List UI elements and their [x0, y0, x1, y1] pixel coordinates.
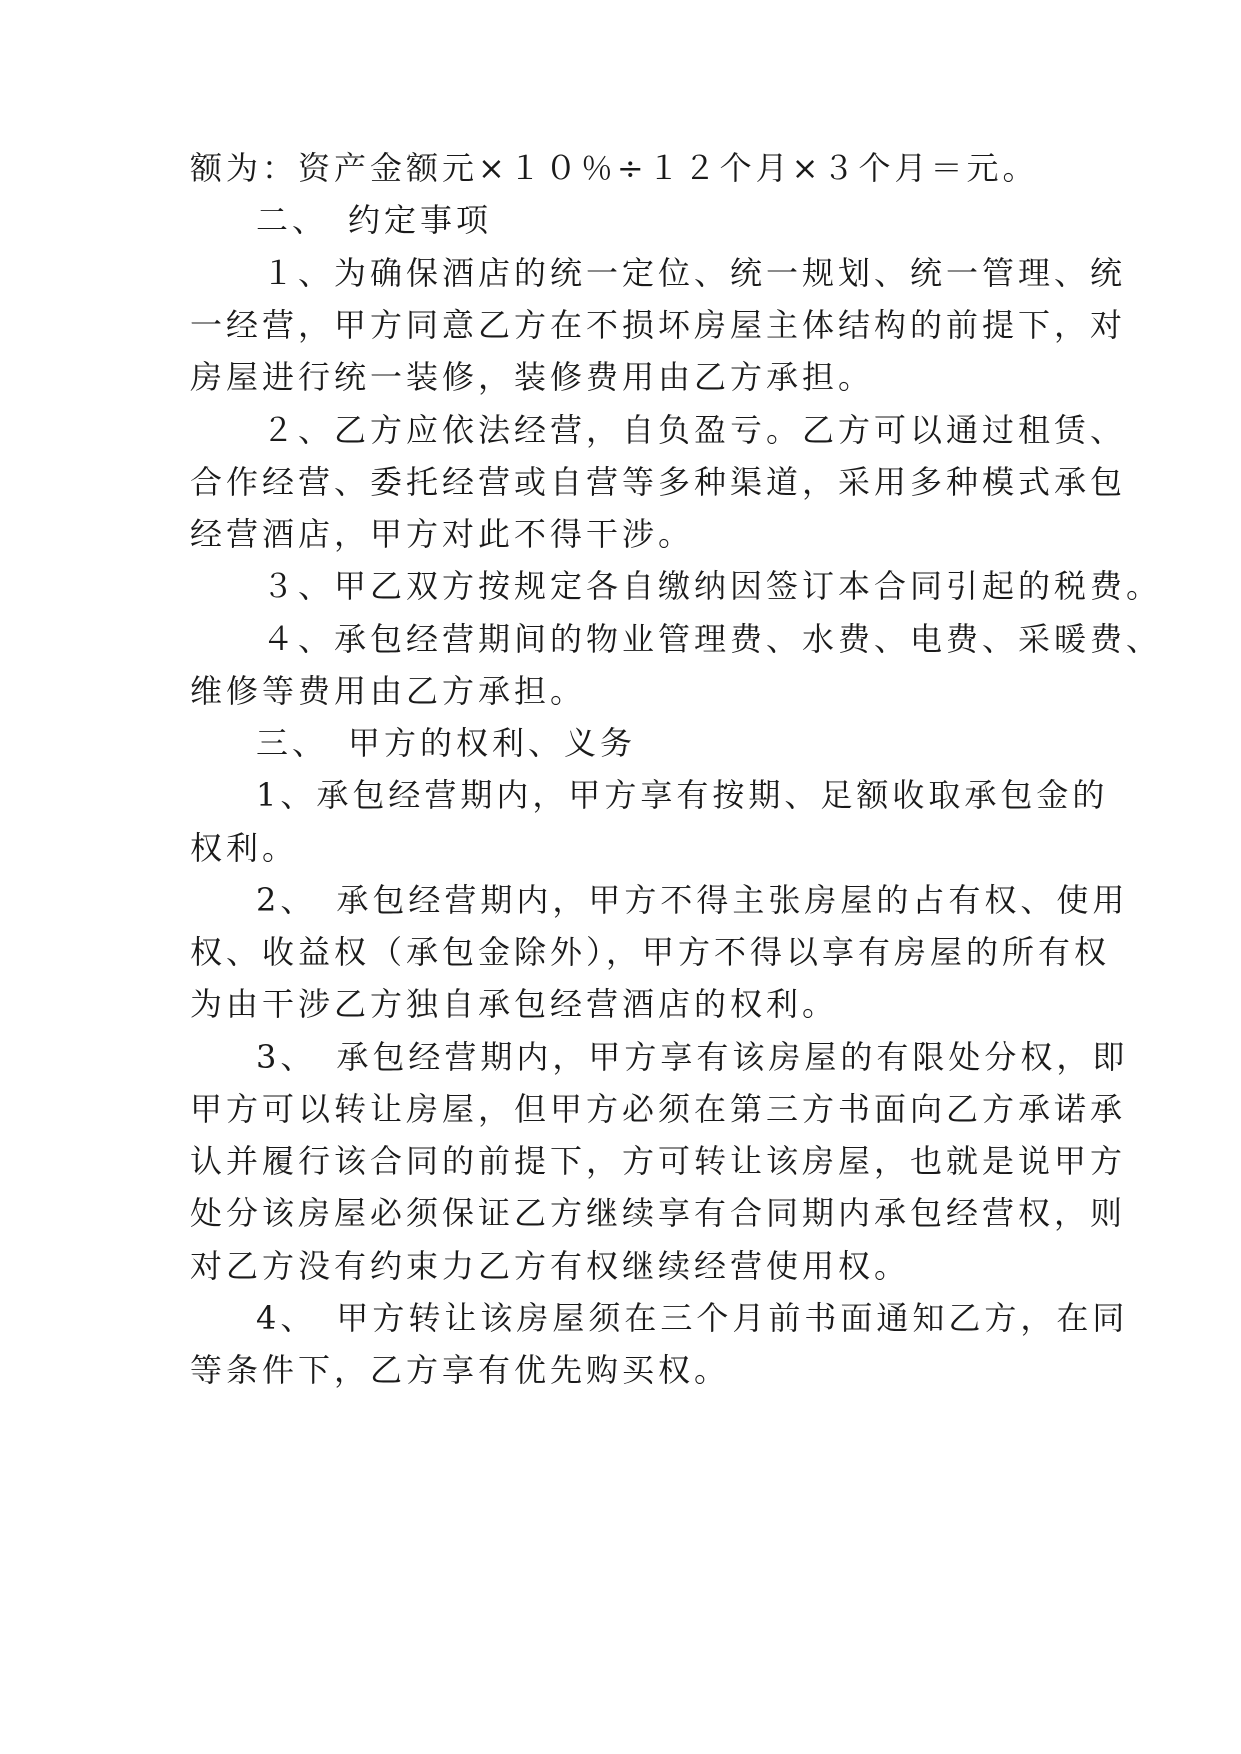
list-item-line: 1、承包经营期内，甲方享有按期、足额收取承包金的 — [256, 776, 1109, 814]
paragraph-line: 维修等费用由乙方承担。 — [190, 672, 587, 710]
paragraph-line: 甲方可以转让房屋，但甲方必须在第三方书面向乙方承诺承 — [190, 1090, 1127, 1128]
paragraph-line: 额为：资产金额元×１０％÷１２个月×３个月＝元。 — [190, 149, 1039, 187]
paragraph-line: 认并履行该合同的前提下，方可转让该房屋，也就是说甲方 — [190, 1142, 1127, 1180]
list-item-line: 4、 甲方转让该房屋须在三个月前书面通知乙方，在同 — [256, 1299, 1129, 1337]
paragraph-line: 权、收益权（承包金除外），甲方不得以享有房屋的所有权 — [190, 933, 1111, 971]
paragraph-line: 一经营，甲方同意乙方在不损坏房屋主体结构的前提下，对 — [190, 306, 1127, 344]
list-item-line: ４、承包经营期间的物业管理费、水费、电费、采暖费、 — [262, 620, 1163, 658]
paragraph-line: 房屋进行统一装修，装修费用由乙方承担。 — [190, 358, 875, 396]
list-item-line: 2、 承包经营期内，甲方不得主张房屋的占有权、使用 — [256, 881, 1129, 919]
paragraph-line: 等条件下，乙方享有优先购买权。 — [190, 1351, 731, 1389]
section-heading: 三、 甲方的权利、义务 — [256, 724, 637, 762]
list-item-line: 3、 承包经营期内，甲方享有该房屋的有限处分权，即 — [256, 1038, 1129, 1076]
list-item-line: ３、甲乙双方按规定各自缴纳因签订本合同引起的税费。 — [262, 567, 1163, 605]
list-item-line: １、为确保酒店的统一定位、统一规划、统一管理、统 — [262, 254, 1127, 292]
paragraph-line: 权利。 — [190, 829, 299, 867]
paragraph-line: 对乙方没有约束力乙方有权继续经营使用权。 — [190, 1247, 911, 1285]
paragraph-line: 为由干涉乙方独自承包经营酒店的权利。 — [190, 985, 839, 1023]
paragraph-line: 处分该房屋必须保证乙方继续享有合同期内承包经营权，则 — [190, 1194, 1127, 1232]
paragraph-line: 经营酒店，甲方对此不得干涉。 — [190, 515, 695, 553]
list-item-line: ２、乙方应依法经营，自负盈亏。乙方可以通过租赁、 — [262, 411, 1127, 449]
paragraph-line: 合作经营、委托经营或自营等多种渠道，采用多种模式承包 — [190, 463, 1127, 501]
section-heading: 二、 约定事项 — [256, 201, 493, 239]
